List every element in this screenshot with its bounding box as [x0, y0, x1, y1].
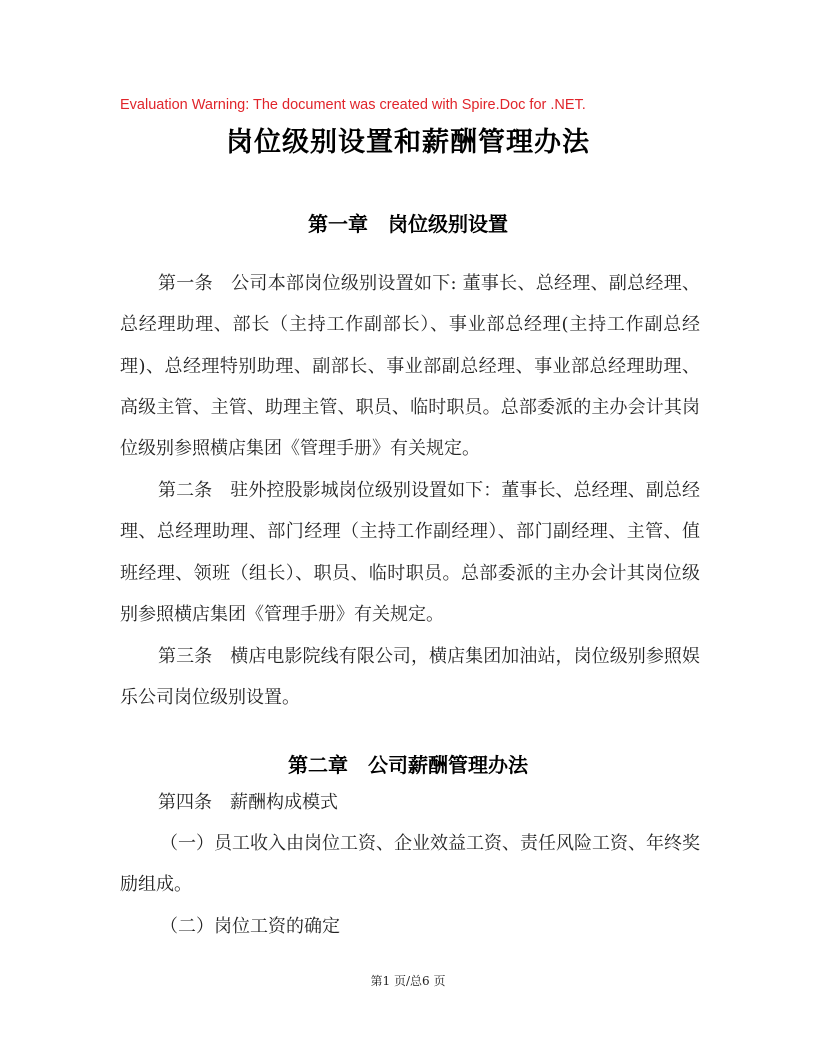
article-1: 第一条 公司本部岗位级别设置如下: 董事长、总经理、副总经理、总经理助理、部长（主持工作副部长）、事业部总经理(主持工作副总经理)、总经理特别助理、副部长、事业部副总经理、事业部总经理助理、高级主管、主管、助理主管、职员、临时职员。总部委派的主办会计其岗位级别参照横店集团《管理手册》有关规定。: [120, 273, 700, 460]
chapter-2-heading: 第二章 公司薪酬管理办法: [288, 753, 528, 777]
page-footer: 第1 页/总6 页: [370, 974, 446, 988]
article-2: 第二条 驻外控股影城岗位级别设置如下：董事长、总经理、副总经理、总经理助理、部门经理（主持工作副经理）、部门副经理、主管、值班经理、领班（组长）、职员、临时职员。总部委派的主办会计其岗位级别参照横店集团《管理手册》有关规定。: [120, 480, 700, 625]
evaluation-warning: Evaluation Warning: The document was created with Spire.Doc for .NET.: [120, 97, 586, 113]
article-4: 第四条 薪酬构成模式: [158, 792, 338, 813]
clause-1: （一）员工收入由岗位工资、企业效益工资、责任风险工资、年终奖励组成。: [120, 833, 700, 896]
clause-2: （二）岗位工资的确定: [160, 916, 340, 937]
document-title: 岗位级别设置和薪酬管理办法: [226, 127, 590, 158]
chapter-1-heading: 第一章 岗位级别设置: [308, 212, 508, 236]
article-3: 第三条 横店电影院线有限公司，横店集团加油站，岗位级别参照娱乐公司岗位级别设置。: [120, 646, 700, 709]
